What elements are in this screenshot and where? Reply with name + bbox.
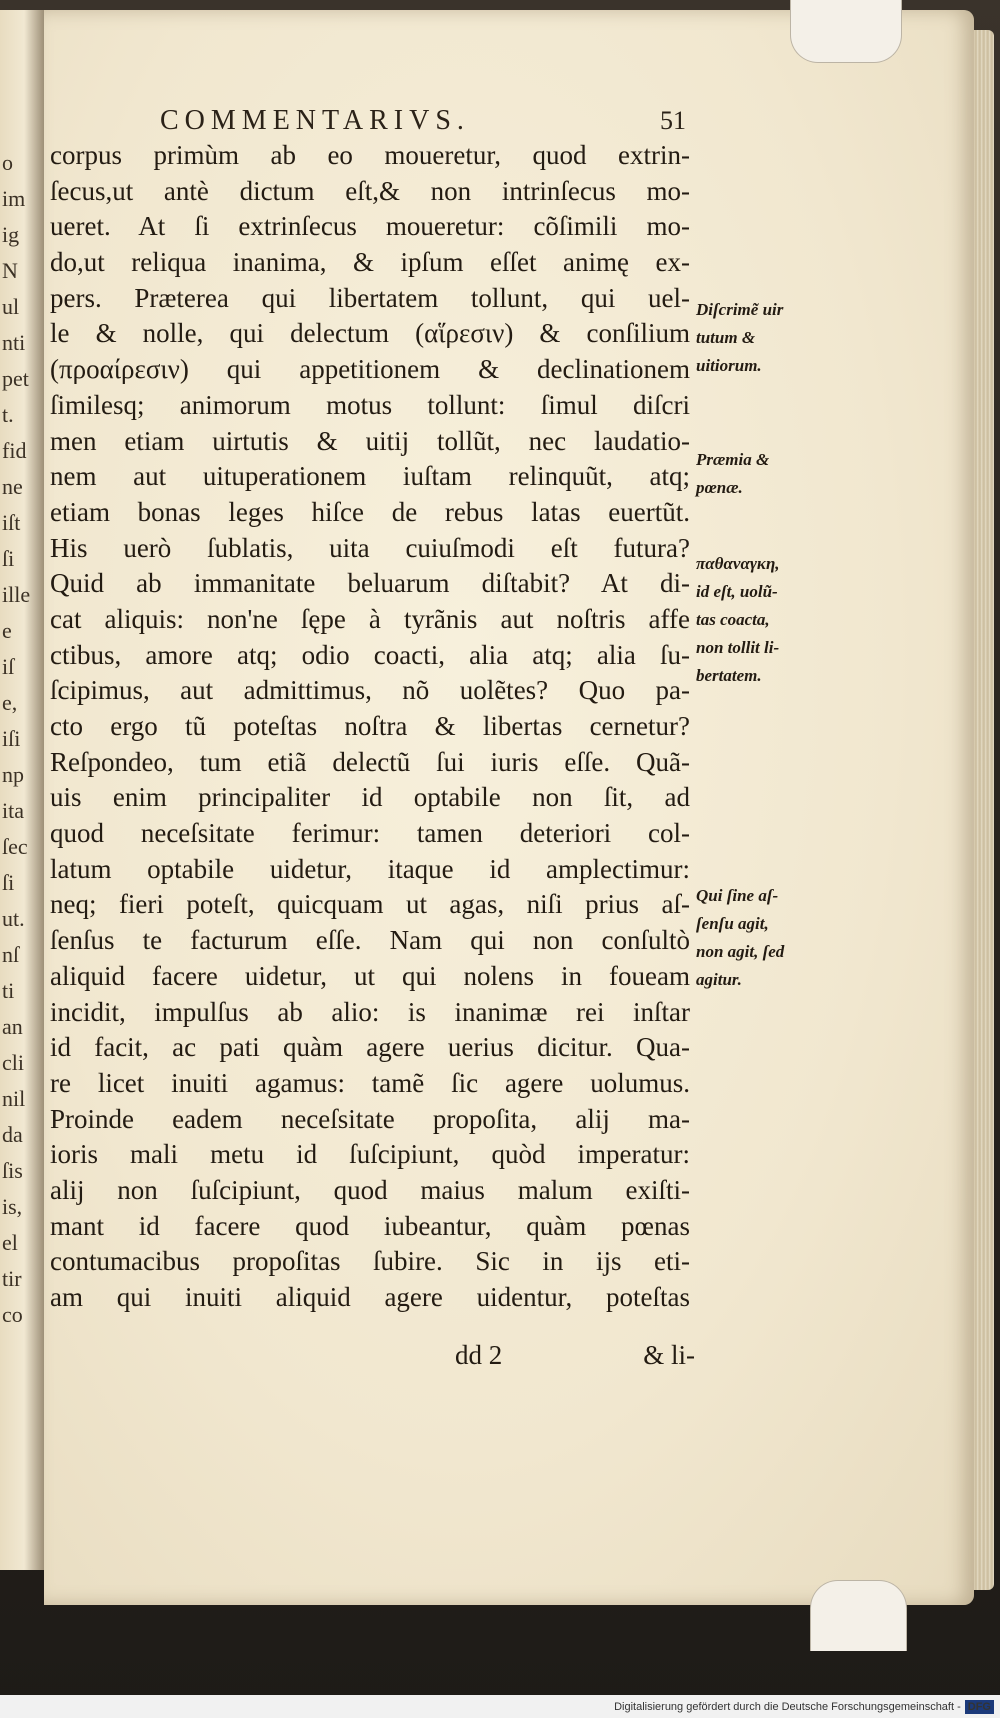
text-line: incidit, impulſus ab alio: is inanimæ rei inſtar (50, 996, 690, 1027)
facing-page-fragment: is, (2, 1194, 23, 1219)
marginal-note-1 (696, 296, 826, 380)
facing-page-fragment: e (2, 618, 12, 643)
facing-page-fragment: ut. (2, 906, 25, 931)
note-line: pœnæ. (696, 478, 743, 497)
note-line: agitur. (696, 970, 742, 989)
catchword: & li- (643, 1340, 695, 1370)
facing-page-fragment: cli (2, 1050, 24, 1075)
text-line: alij non ſuſcipiunt, quod maius malum exiſti- (50, 1174, 690, 1205)
text-line: cto ergo tũ poteſtas noſtra & libertas cernetur? (50, 711, 690, 741)
signature-mark: dd 2 (455, 1340, 503, 1370)
catchword-line (455, 1340, 695, 1371)
facing-page-fragment: nil (2, 1086, 26, 1111)
facing-page-fragment: ſi (2, 546, 15, 571)
note-line: id eſt, uolũ- (696, 582, 778, 601)
facing-page-edge (0, 10, 46, 1570)
facing-page-fragment: np (2, 762, 24, 787)
facing-page-fragment: ita (2, 798, 24, 823)
text-line: mant id facere quod iubeantur, quàm pœnas (50, 1210, 690, 1241)
text-line: Reſpondeo, tum etiã delectũ ſui iuris eſſe. Quã- (50, 746, 690, 777)
page-number: 51 (660, 106, 686, 135)
facing-page-fragment: an (2, 1014, 23, 1039)
facing-page-fragment: ſec (2, 834, 28, 859)
note-line: Diſcrimẽ uir (696, 300, 784, 319)
text-line: etiam bonas leges hiſce de rebus latas euertũt. (50, 496, 690, 527)
text-line: nem aut uituperationem iuſtam relinquũt, atq; (50, 461, 690, 492)
text-line: am qui inuiti aliquid agere uidentur, poteſtas (50, 1282, 690, 1312)
text-line: id facit, ac pati quàm agere uerius dicitur. Qua- (50, 1032, 690, 1063)
facing-page-fragment: N (2, 258, 18, 283)
text-line: ſecus,ut antè dictum eſt,& non intrinſecus mo- (50, 175, 690, 206)
facing-page-fragment: im (2, 186, 26, 211)
text-line: His uerò ſublatis, uita cuiuſmodi eſt futura? (50, 532, 690, 563)
note-line: uitiorum. (696, 356, 762, 375)
facing-page-fragment: iſt (2, 510, 21, 535)
note-line: tutum & (696, 328, 756, 347)
page-clip-bottom (810, 1580, 907, 1651)
facing-page-fragment: nti (2, 330, 26, 355)
text-line: ſcipimus, aut admittimus, nõ uolẽtes? Quo pa- (50, 675, 690, 706)
facing-page-fragment: el (2, 1230, 18, 1255)
note-line: tas coacta, (696, 610, 770, 629)
text-line: re licet inuiti agamus: tamẽ ſic agere uolumus. (50, 1067, 690, 1098)
text-line: quod neceſsitate ferimur: tamen deteriori col- (50, 818, 690, 849)
facing-page-fragment: iſi (2, 726, 21, 751)
text-line: contumacibus propoſitas ſubire. Sic in ijs eti- (50, 1246, 690, 1277)
facing-page-fragment: tir (2, 1266, 22, 1291)
marginal-note-4 (696, 882, 826, 994)
note-line: παθαναγκη, (696, 554, 780, 573)
facing-page-fragment: t. (2, 402, 14, 427)
text-line: aliquid facere uidetur, ut qui nolens in foueam (50, 960, 690, 991)
body-text (50, 138, 690, 1316)
note-line: bertatem. (696, 666, 762, 685)
note-line: non tollit li- (696, 638, 780, 657)
facing-page-fragment: ti (2, 978, 15, 1003)
text-line: do,ut reliqua inanima, & ipſum eſſet animę ex- (50, 247, 690, 278)
facing-page-fragment: ul (2, 294, 20, 319)
text-line: corpus primùm ab eo moueretur, quod extrin- (50, 140, 690, 170)
facing-page-fragment: da (2, 1122, 23, 1147)
marginal-note-3 (696, 550, 826, 690)
footer-credit: Digitalisierung gefördert durch die Deutsche Forschungsgemeinschaft - (614, 1700, 961, 1713)
note-line: ſenſu agit, (696, 914, 769, 933)
text-line: ioris mali metu id ſuſcipiunt, quòd imperatur: (50, 1139, 690, 1170)
facing-page-fragment: ſi (2, 870, 15, 895)
text-line: neq; fieri poteſt, quicquam ut agas, niſi prius aſ- (50, 889, 690, 920)
note-line: Qui ſine aſ- (696, 886, 779, 905)
page-stack-edge (974, 30, 994, 1590)
text-line: latum optabile uidetur, itaque id amplectimur: (50, 853, 690, 884)
running-head: COMMENTARIVS. (160, 105, 470, 136)
facing-page-fragment: co (2, 1302, 23, 1327)
text-line: Quid ab immanitate beluarum diſtabit? At di- (50, 568, 690, 599)
facing-page-fragment: ne (2, 474, 23, 499)
facing-page-fragment: fid (2, 438, 27, 463)
text-line: ueret. At ſi extrinſecus moueretur: cõſimili mo- (50, 211, 690, 242)
facing-page-fragment: ille (2, 582, 31, 607)
text-line: (προαίρεσιν) qui appetitionem & declinationem (50, 354, 690, 385)
text-line: ſenſus te facturum eſſe. Nam qui non conſultò (50, 925, 690, 956)
facing-page-fragment: nſ (2, 942, 20, 967)
note-line: Præmia & (696, 450, 770, 469)
text-line: le & nolle, qui delectum (αἵρεσιν) & conſilium (50, 318, 690, 349)
note-line: non agit, ſed (696, 942, 785, 961)
text-line: ctibus, amore atq; odio coacti, alia atq; alia ſu- (50, 639, 690, 670)
facing-page-fragment: ig (2, 222, 20, 247)
dfg-logo: DFG (965, 1700, 994, 1714)
text-line: ſimilesq; animorum motus tollunt: ſimul diſcri (50, 389, 690, 420)
facing-page-fragment: e, (2, 690, 18, 715)
text-line: Proinde eadem neceſsitate propoſita, alij ma- (50, 1103, 690, 1134)
facing-page-fragment: pet (2, 366, 29, 391)
page-clip-top (790, 0, 902, 63)
facing-page-fragment: iſ (2, 654, 15, 679)
text-line: men etiam uirtutis & uitij tollũt, nec laudatio- (50, 425, 690, 456)
marginal-note-2 (696, 446, 826, 502)
text-line: cat aliquis: non'ne ſępe à tyrãnis aut noſtris affe (50, 603, 690, 634)
facing-page-fragment: ſis (2, 1158, 23, 1183)
text-line: uis enim principaliter id optabile non ſit, ad (50, 782, 690, 813)
footer-credit-bar (0, 1695, 1000, 1718)
facing-page-fragment: o (2, 150, 13, 175)
text-line: pers. Præterea qui libertatem tollunt, qui uel- (50, 282, 690, 313)
